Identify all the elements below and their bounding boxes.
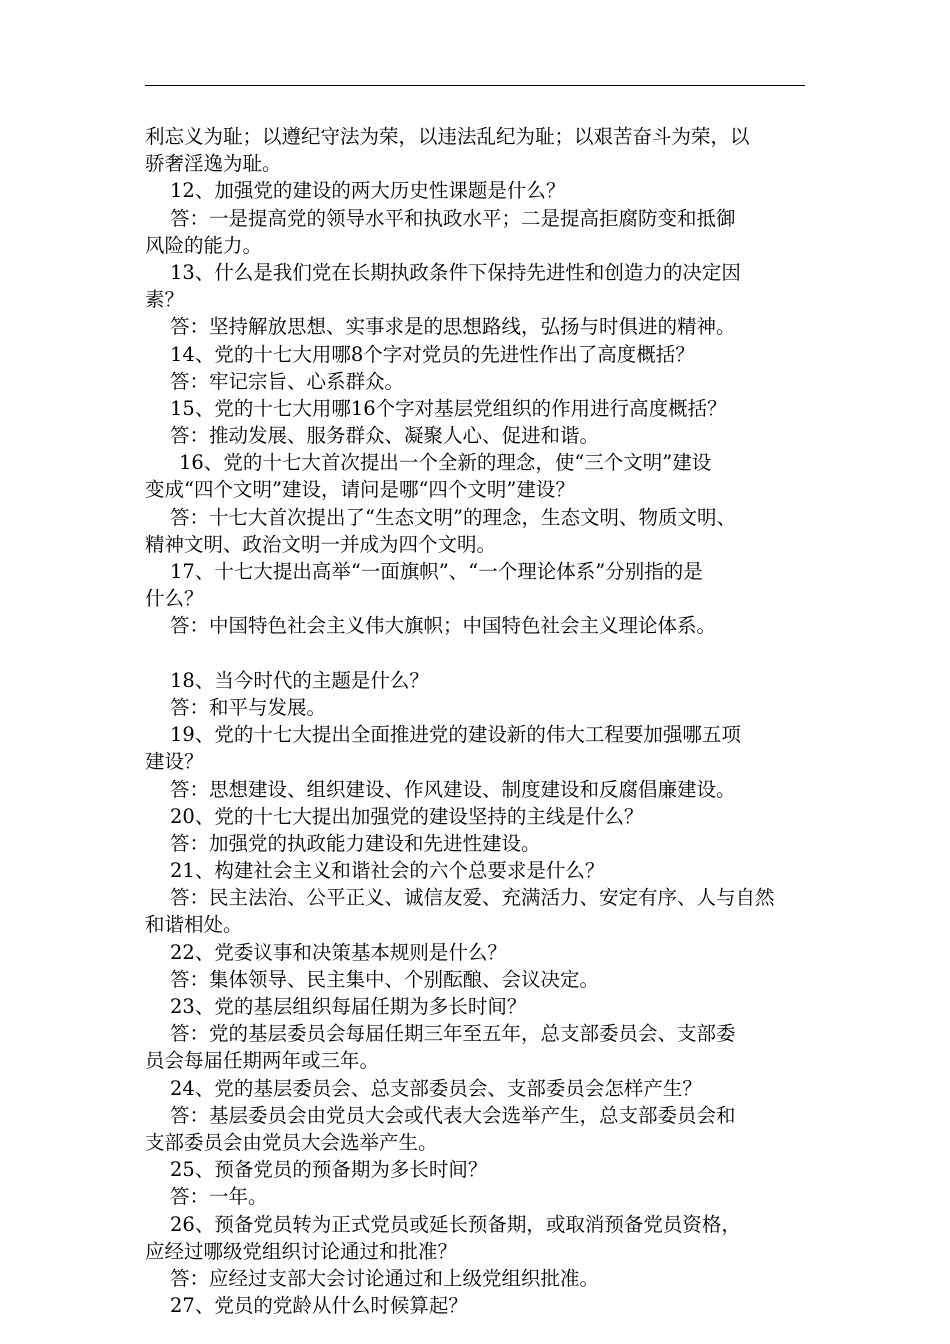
answer-line: 答：加强党的执政能力建设和先进性建设。: [170, 831, 541, 855]
question-line: 12、加强党的建设的两大历史性课题是什么？: [170, 179, 566, 203]
document-body: [145, 123, 807, 1319]
answer-line: 答：推动发展、服务群众、凝聚人心、促进和谐。: [170, 424, 600, 448]
answer-line: 答：坚持解放思想、实事求是的思想路线，弘扬与时俱进的精神。: [170, 315, 736, 339]
text-line: 利忘义为耻；以遵纪守法为荣，以违法乱纪为耻；以艰苦奋斗为荣，以: [145, 125, 750, 148]
answer-line: 答：思想建设、组织建设、作风建设、制度建设和反腐倡廉建设。: [170, 777, 736, 801]
text-line: 员会每届任期两年或三年。: [145, 1049, 380, 1073]
question-line: 17、十七大提出高举“一面旗帜”、“一个理论体系”分别指的是: [170, 560, 703, 583]
answer-line: 答：和平与发展。: [170, 695, 327, 719]
answer-line: 答：一是提高党的领导水平和执政水平；二是提高拒腐防变和抵御: [170, 206, 736, 230]
question-line: 14、党的十七大用哪8个字对党员的先进性作出了高度概括？: [170, 342, 695, 366]
text-line: 和谐相处。: [145, 913, 243, 937]
text-line: 骄奢淫逸为耻。: [145, 152, 282, 176]
answer-line: 答：十七大首次提出了“生态文明”的理念，生态文明、物质文明、: [170, 505, 736, 529]
text-line: 应经过哪级党组织讨论通过和批准？: [145, 1239, 458, 1263]
question-line: 13、什么是我们党在长期执政条件下保持先进性和创造力的决定因: [170, 260, 741, 284]
header-rule: [145, 85, 805, 86]
question-line: 24、党的基层委员会、总支部委员会、支部委员会怎样产生？: [170, 1076, 702, 1100]
text-line: 素？: [145, 288, 185, 312]
text-line: 什么？: [145, 587, 204, 611]
question-line: 19、党的十七大提出全面推进党的建设新的伟大工程要加强哪五项: [170, 723, 741, 747]
answer-line: 答：中国特色社会主义伟大旗帜；中国特色社会主义理论体系。: [170, 614, 717, 638]
answer-line: 答：应经过支部大会讨论通过和上级党组织批准。: [170, 1266, 600, 1290]
answer-line: 答：党的基层委员会每届任期三年至五年，总支部委员会、支部委: [170, 1022, 736, 1046]
text-line: 变成“四个文明”建设，请问是哪“四个文明”建设？: [145, 478, 575, 502]
question-line: 15、党的十七大用哪16个字对基层党组织的作用进行高度概括？: [170, 396, 727, 420]
question-line: 21、构建社会主义和谐社会的六个总要求是什么？: [170, 859, 605, 883]
answer-line: 答：集体领导、民主集中、个别酝酿、会议决定。: [170, 967, 600, 991]
question-line: 18、当今时代的主题是什么？: [170, 668, 429, 692]
answer-line: 答：民主法治、公平正义、诚信友爱、充满活力、安定有序、人与自然: [170, 886, 775, 910]
question-line: 22、党委议事和决策基本规则是什么？: [170, 940, 507, 964]
text-line: 建设？: [145, 750, 204, 774]
text-line: 风险的能力。: [145, 233, 263, 257]
question-line: 16、党的十七大首次提出一个全新的理念，使“三个文明”建设: [179, 451, 712, 475]
answer-line: 答：一年。: [170, 1185, 268, 1209]
text-line: 支部委员会由党员大会选举产生。: [145, 1130, 438, 1154]
question-line: 23、党的基层组织每届任期为多长时间？: [170, 995, 527, 1018]
blank-line: [145, 640, 807, 667]
text-line: 精神文明、政治文明一并成为四个文明。: [145, 532, 497, 556]
answer-line: 答：基层委员会由党员大会或代表大会选举产生，总支部委员会和: [170, 1103, 736, 1127]
answer-line: 答：牢记宗旨、心系群众。: [170, 369, 405, 393]
question-line: 26、预备党员转为正式党员或延长预备期，或取消预备党员资格，: [170, 1212, 741, 1236]
question-line: 25、预备党员的预备期为多长时间？: [170, 1158, 488, 1182]
question-line: 20、党的十七大提出加强党的建设坚持的主线是什么？: [170, 804, 644, 828]
question-line: 27、党员的党龄从什么时候算起？: [170, 1294, 468, 1318]
